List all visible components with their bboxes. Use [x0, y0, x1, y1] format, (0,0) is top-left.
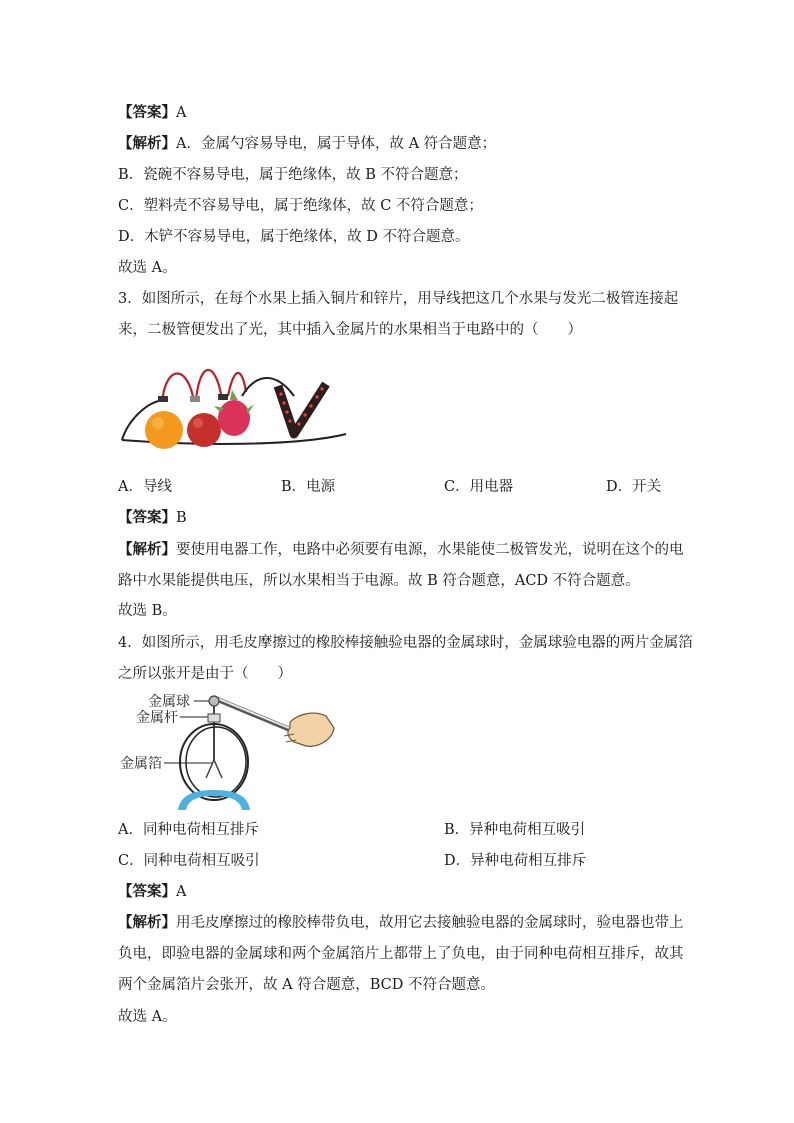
q3-analysis-line1 — [118, 540, 684, 560]
answer-tag: 【答案】 — [118, 509, 176, 526]
q2-answer — [118, 103, 186, 123]
label-rod: 金属杆 — [136, 709, 178, 725]
q4-analysis-line1 — [118, 913, 684, 933]
q3-stem-line2: 来，二极管便发出了光，其中插入金属片的水果相当于电路中的（ ） — [118, 322, 582, 338]
q4-option-c: C．同种电荷相互吸引 — [118, 853, 260, 869]
q3-stem-line1: 3．如图所示，在每个水果上插入铜片和锌片，用导线把这几个水果与发光二极管连接起 — [118, 291, 679, 307]
q4-stem-line1: 4．如图所示，用毛皮摩擦过的橡胶棒接触验电器的金属球时，金属球验电器的两片金属箔 — [118, 635, 693, 651]
analysis-text: 用毛皮摩擦过的橡胶棒带负电，故用它去接触验电器的金属球时，验电器也带上 — [176, 915, 684, 931]
q4-analysis-line3: 两个金属箔片会张开，故 A 符合题意，BCD 不符合题意。 — [118, 977, 495, 993]
analysis-tag: 【解析】 — [118, 541, 176, 558]
q3-option-c: C．用电器 — [444, 479, 514, 495]
analysis-text: 要使用电器工作，电路中必须要有电源，水果能使二极管发光，说明在这个的电 — [176, 542, 684, 558]
q2-analysis-c: C．塑料壳不容易导电，属于绝缘体，故 C 不符合题意； — [118, 198, 483, 214]
q3-conclusion: 故选 B。 — [118, 603, 177, 619]
answer-value: A — [176, 884, 187, 900]
q3-analysis-line2: 路中水果能提供电压，所以水果相当于电源。故 B 符合题意，ACD 不符合题意。 — [118, 573, 640, 589]
q2-conclusion: 故选 A。 — [118, 260, 177, 276]
q4-option-a: A．同种电荷相互排斥 — [118, 822, 259, 838]
fruit-battery-figure — [118, 360, 350, 450]
q4-option-b: B．异种电荷相互吸引 — [444, 822, 586, 838]
q3-option-a: A．导线 — [118, 479, 172, 495]
answer-value: B — [176, 510, 187, 526]
q2-analysis-d: D．木铲不容易导电，属于绝缘体，故 D 不符合题意。 — [118, 229, 470, 245]
answer-value: A — [176, 105, 187, 121]
q3-option-d: D．开关 — [606, 479, 662, 495]
q3-answer — [118, 508, 187, 528]
q4-answer — [118, 882, 186, 902]
analysis-tag: 【解析】 — [118, 914, 176, 931]
analysis-text: A．金属勺容易导电，属于导体，故 A 符合题意； — [176, 136, 497, 152]
q2-analysis-a — [118, 134, 496, 154]
q4-conclusion: 故选 A。 — [118, 1009, 177, 1025]
q4-option-d: D．异种电荷相互排斥 — [444, 853, 587, 869]
analysis-tag: 【解析】 — [118, 135, 176, 152]
label-ball: 金属球 — [148, 693, 190, 709]
answer-tag: 【答案】 — [118, 883, 176, 900]
q2-analysis-b: B．瓷碗不容易导电，属于绝缘体，故 B 不符合题意； — [118, 167, 468, 183]
label-foil: 金属箔 — [120, 755, 162, 771]
q4-stem-line2: 之所以张开是由于（ ） — [118, 666, 292, 682]
electroscope-figure — [118, 688, 340, 812]
answer-tag: 【答案】 — [118, 104, 176, 121]
q4-analysis-line2: 负电，即验电器的金属球和两个金属箔片上都带上了负电，由于同种电荷相互排斥，故其 — [118, 946, 684, 962]
q3-option-b: B．电源 — [281, 479, 336, 495]
